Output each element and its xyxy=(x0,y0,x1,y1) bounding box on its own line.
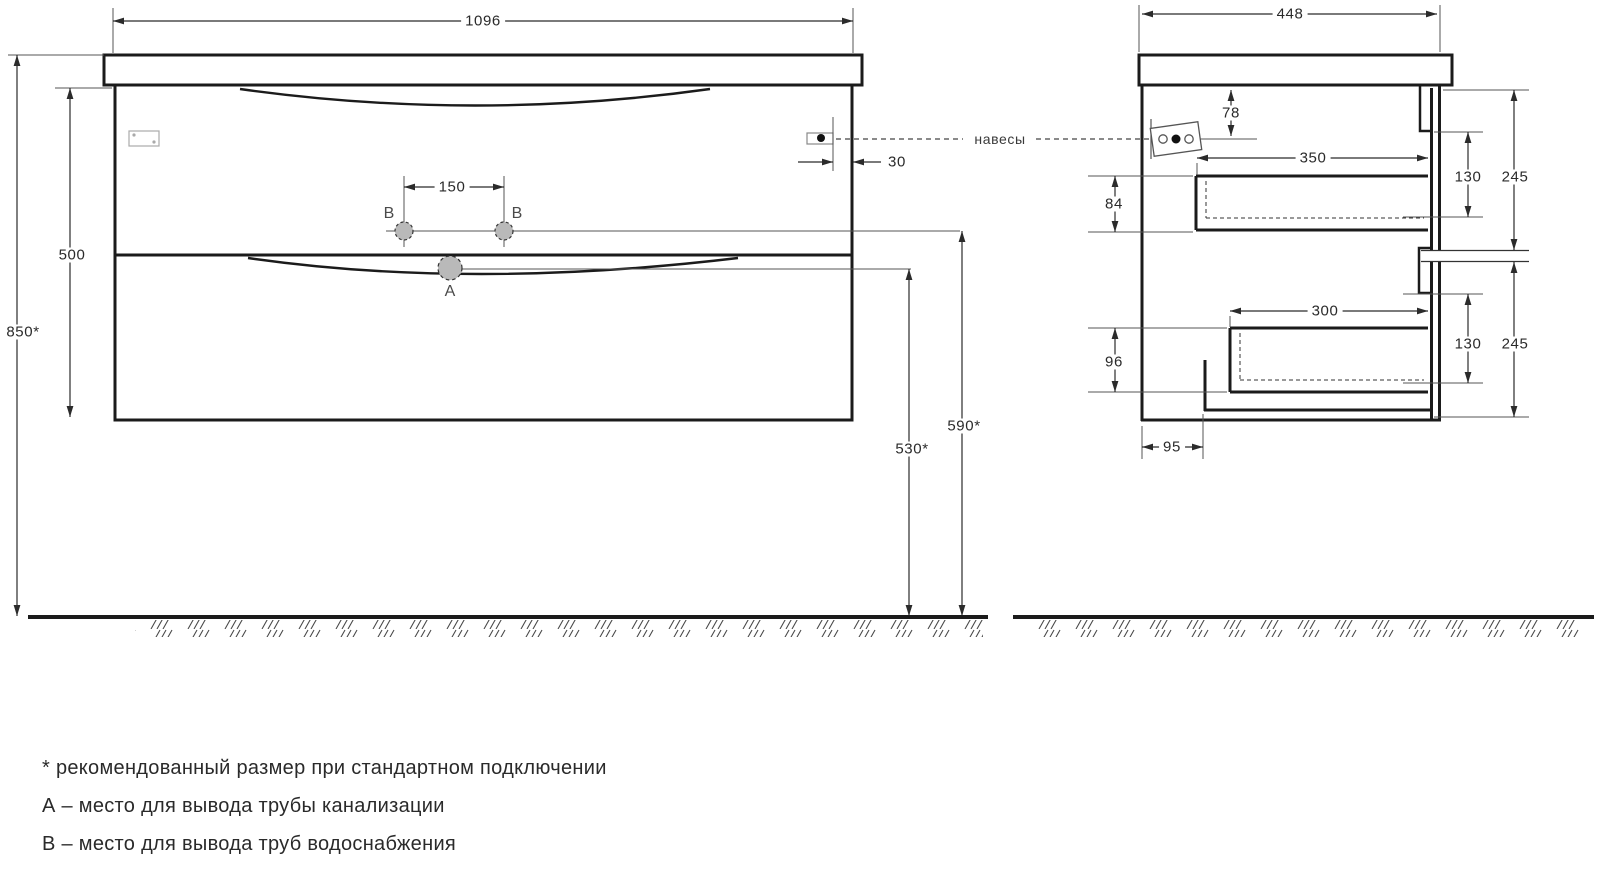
label-front-width: 1096 xyxy=(461,14,505,29)
label-total-height: 850* xyxy=(2,325,43,340)
label-depth: 448 xyxy=(1273,7,1308,22)
side-drawer-fronts xyxy=(1432,85,1440,420)
side-view xyxy=(1088,5,1529,459)
label-upper-drawer-height: 84 xyxy=(1101,197,1127,212)
lower-grip-notch xyxy=(1419,248,1431,293)
label-upper-front-inner: 130 xyxy=(1451,170,1486,185)
label-upper-front-height: 245 xyxy=(1498,170,1533,185)
label-lower-drawer-height: 96 xyxy=(1101,355,1127,370)
floor-hatch-left xyxy=(135,620,983,637)
front-cabinet-body xyxy=(115,85,852,420)
floor xyxy=(28,617,1594,637)
label-lower-front-inner: 130 xyxy=(1451,337,1486,352)
front-countertop xyxy=(104,55,862,85)
label-lower-drawer-length: 300 xyxy=(1308,304,1343,319)
label-lower-front-height: 245 xyxy=(1498,337,1533,352)
label-hangers-callout: навесы xyxy=(967,132,1032,146)
note-recommended-size: * рекомендованный размер при стандартном подключении xyxy=(42,757,607,779)
hole-b-left xyxy=(395,222,413,240)
hole-b-right xyxy=(495,222,513,240)
label-hanger-offset: 30 xyxy=(884,155,910,170)
drawer-front-gap-lines xyxy=(1421,251,1529,262)
bottom-board xyxy=(1204,360,1433,411)
label-water-outlet-height: 590* xyxy=(943,419,984,434)
label-bottom-recess: 95 xyxy=(1159,440,1185,455)
front-view xyxy=(8,8,1151,616)
label-hanger-drop: 78 xyxy=(1218,106,1244,121)
side-countertop xyxy=(1139,55,1452,85)
label-hole-b-left: B xyxy=(383,205,395,222)
note-water-outlet: В – место для вывода труб водоснабжения xyxy=(42,833,457,855)
lower-drawer-box xyxy=(1230,328,1428,392)
floor-hatch-right xyxy=(1038,620,1586,637)
hole-a xyxy=(438,256,462,280)
label-body-height: 500 xyxy=(55,248,90,263)
upper-grip-notch xyxy=(1420,86,1431,131)
note-drain-outlet: А – место для вывода трубы канализации xyxy=(42,795,445,817)
upper-drawer-box xyxy=(1196,176,1428,230)
label-upper-drawer-length: 350 xyxy=(1296,151,1331,166)
label-hole-a: A xyxy=(444,283,456,300)
label-holes-spacing: 150 xyxy=(435,180,470,195)
side-hanger-bracket xyxy=(1150,119,1257,159)
label-drain-outlet-height: 530* xyxy=(891,442,932,457)
footnotes xyxy=(42,758,607,872)
label-hole-b-right: B xyxy=(511,205,523,222)
